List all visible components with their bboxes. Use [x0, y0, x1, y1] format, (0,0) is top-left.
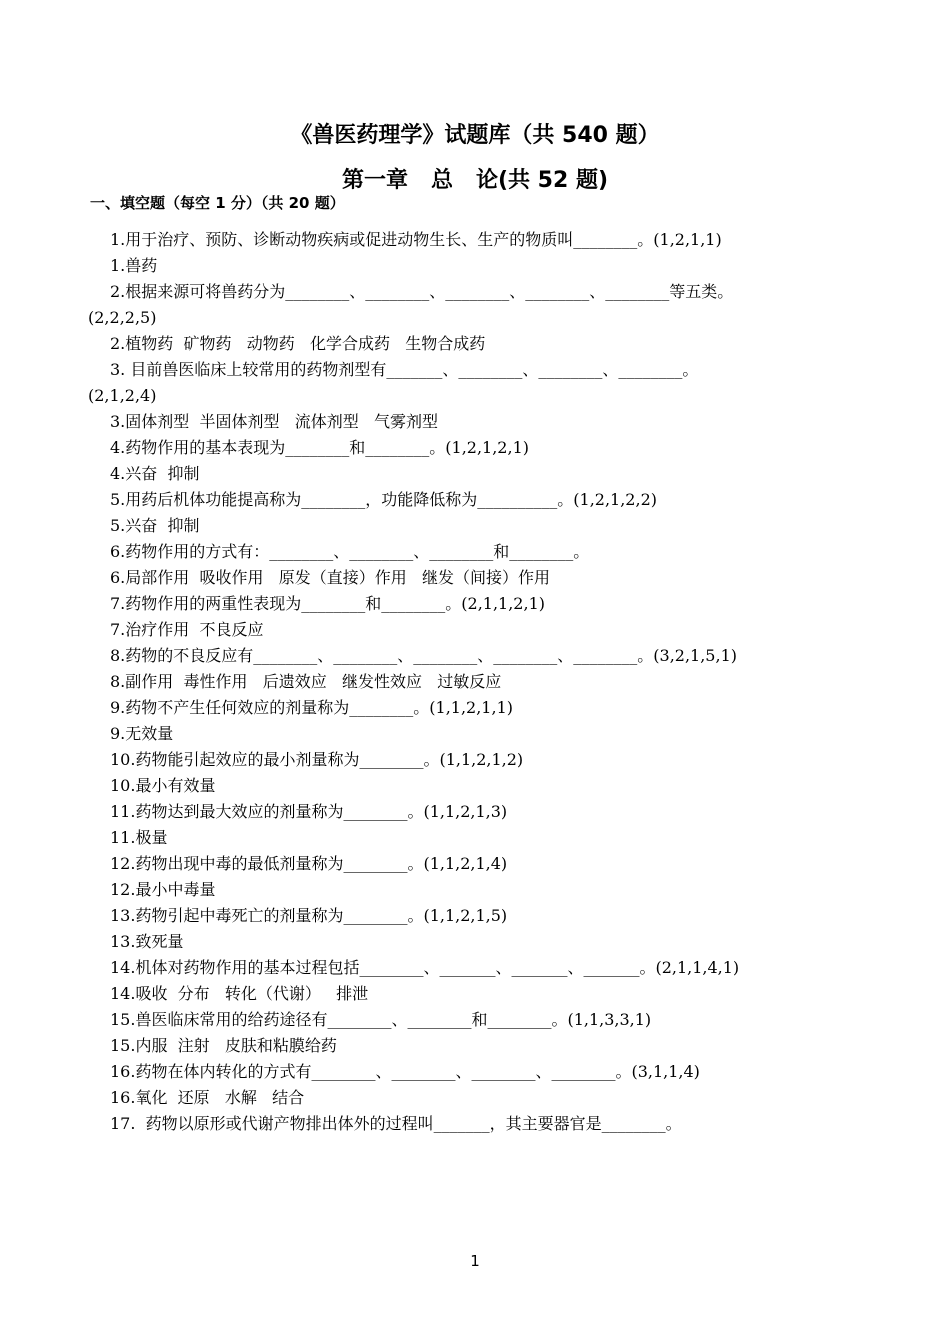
- question-line: 11.药物达到最大效应的剂量称为________。(1,1,2,1,3): [110, 802, 508, 821]
- answer-line: 5.兴奋 抑制: [110, 516, 200, 535]
- answer-line: 4.兴奋 抑制: [110, 464, 200, 483]
- answer-line: 13.致死量: [110, 932, 184, 951]
- question-line: (2,1,2,4): [88, 386, 157, 405]
- answer-line: 7.治疗作用 不良反应: [110, 620, 264, 639]
- document-title: 《兽医药理学》试题库（共 540 题）: [290, 123, 660, 148]
- question-line: 5.用药后机体功能提高称为________，功能降低称为__________。(1,2,1,2,2): [110, 490, 657, 509]
- answer-line: 16.氧化 还原 水解 结合: [110, 1088, 305, 1107]
- answer-line: 12.最小中毒量: [110, 880, 216, 899]
- answer-line: 11.极量: [110, 828, 168, 847]
- question-line: 9.药物不产生任何效应的剂量称为________。(1,1,2,1,1): [110, 698, 513, 717]
- answer-line: 8.副作用 毒性作用 后遗效应 继发性效应 过敏反应: [110, 672, 502, 691]
- question-line: 7.药物作用的两重性表现为________和________。(2,1,1,2,1): [110, 594, 545, 613]
- chapter-title: 第一章 总 论(共 52 题): [342, 168, 608, 193]
- page-number: 1: [470, 1252, 480, 1270]
- answer-line: 10.最小有效量: [110, 776, 216, 795]
- section-heading: 一、填空题（每空 1 分）（共 20 题）: [90, 194, 345, 212]
- question-line: 3. 目前兽医临床上较常用的药物剂型有_______、________、________、________。: [110, 360, 699, 379]
- answer-line: 9.无效量: [110, 724, 174, 743]
- question-line: 2.根据来源可将兽药分为________、________、________、________、________等五类。: [110, 282, 734, 301]
- answer-line: 3.固体剂型 半固体剂型 流体剂型 气雾剂型: [110, 412, 438, 431]
- answer-line: 15.内服 注射 皮肤和粘膜给药: [110, 1036, 337, 1055]
- question-line: (2,2,2,5): [88, 308, 157, 327]
- question-line: 17. 药物以原形或代谢产物排出体外的过程叫_______，其主要器官是________。: [110, 1114, 682, 1133]
- question-line: 16.药物在体内转化的方式有________、________、________、________。(3,1,1,4): [110, 1062, 700, 1081]
- question-line: 10.药物能引起效应的最小剂量称为________。(1,1,2,1,2): [110, 750, 524, 769]
- question-line: 6.药物作用的方式有：________、________、________和________。: [110, 542, 590, 561]
- question-line: 8.药物的不良反应有________、________、________、________、________。(3,2,1,5,1): [110, 646, 737, 665]
- answer-line: 6.局部作用 吸收作用 原发（直接）作用 继发（间接）作用: [110, 568, 550, 587]
- question-line: 12.药物出现中毒的最低剂量称为________。(1,1,2,1,4): [110, 854, 508, 873]
- question-line: 15.兽医临床常用的给药途径有________、________和________。(1,1,3,3,1): [110, 1010, 652, 1029]
- question-line: 13.药物引起中毒死亡的剂量称为________。(1,1,2,1,5): [110, 906, 508, 925]
- answer-line: 14.吸收 分布 转化（代谢） 排泄: [110, 984, 369, 1003]
- question-line: 4.药物作用的基本表现为________和________。(1,2,1,2,1): [110, 438, 529, 457]
- answer-line: 1.兽药: [110, 256, 158, 275]
- question-line: 1.用于治疗、预防、诊断动物疾病或促进动物生长、生产的物质叫________。(1,2,1,1): [110, 230, 722, 249]
- question-line: 14.机体对药物作用的基本过程包括________、_______、_______、_______。(2,1,1,4,1): [110, 958, 740, 977]
- answer-line: 2.植物药 矿物药 动物药 化学合成药 生物合成药: [110, 334, 486, 353]
